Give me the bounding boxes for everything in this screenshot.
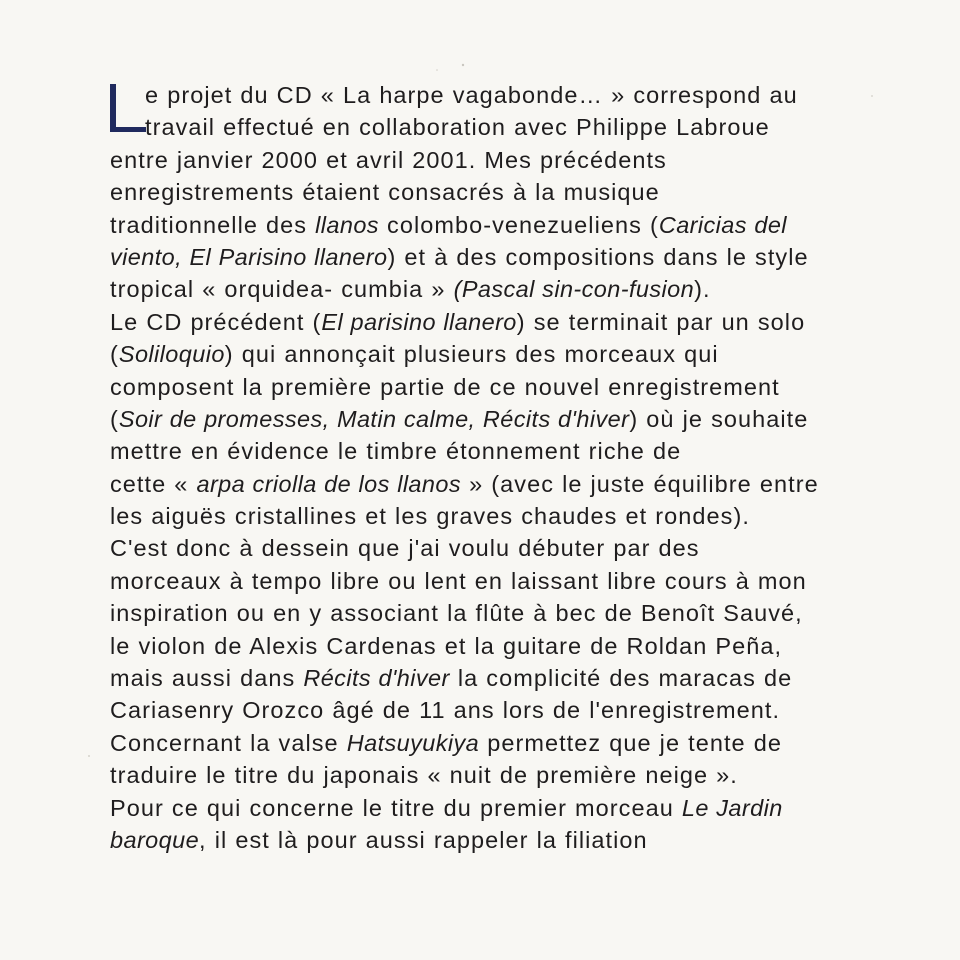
text-line	[110, 371, 920, 403]
text-segment: ) et à des compositions dans le style	[387, 243, 809, 270]
text-line	[110, 435, 920, 467]
text-line	[110, 759, 920, 791]
text-segment: » (avec le juste équilibre entre	[461, 470, 819, 497]
text-line	[110, 403, 920, 435]
text-segment: les aiguës cristallines et les graves chaudes et rondes).	[110, 503, 750, 530]
text-segment: Le CD précédent (	[110, 308, 322, 335]
text-segment: traditionnelle des	[110, 211, 316, 238]
text-segment: mais aussi dans	[110, 665, 304, 692]
italic-text-segment: baroque	[110, 826, 200, 853]
text-line	[110, 630, 920, 662]
text-line	[110, 792, 920, 824]
text-line	[110, 468, 920, 500]
text-segment: (	[110, 405, 119, 432]
text-segment: inspiration ou en y associant la flûte à bec de Benoît Sauvé,	[110, 600, 803, 627]
text-line	[110, 144, 920, 176]
text-segment: entre janvier 2000 et avril 2001. Mes précédents	[110, 146, 667, 173]
text-segment: ) qui annonçait plusieurs des morceaux qui	[224, 341, 719, 368]
text-segment: cette «	[110, 470, 197, 497]
text-segment: , il est là pour aussi rappeler la filiation	[199, 826, 648, 853]
text-line	[110, 306, 920, 338]
text-segment: enregistrements étaient consacrés à la musique	[110, 179, 660, 206]
text-segment: mettre en évidence le timbre étonnement riche de	[110, 438, 682, 465]
text-segment: ).	[694, 276, 711, 303]
text-line	[110, 565, 920, 597]
text-line	[110, 500, 920, 532]
text-line	[110, 111, 920, 143]
italic-text-segment: Soliloquio	[118, 341, 225, 368]
text-line	[110, 273, 920, 305]
text-segment: Pour ce qui concerne le titre du premier morceau	[110, 794, 682, 821]
italic-text-segment: Hatsuyukiya	[346, 729, 480, 756]
text-segment: Cariasenry Orozco âgé de 11 ans lors de l'enregistrement.	[110, 697, 781, 724]
text-segment: e projet du CD « La harpe vagabonde… » correspond au	[145, 82, 798, 108]
italic-text-segment: Soir de promesses, Matin calme, Récits d'hiver	[118, 405, 630, 432]
body-text	[110, 79, 920, 856]
text-line	[110, 176, 920, 208]
text-segment: tropical « orquidea- cumbia »	[110, 276, 454, 303]
text-segment: permettez que je tente de	[479, 729, 782, 756]
text-segment: travail effectué en collaboration avec Philippe Labroue	[145, 114, 770, 141]
text-segment: traduire le titre du japonais « nuit de première neige ».	[110, 762, 738, 789]
text-line	[110, 79, 920, 111]
italic-text-segment: Le Jardin	[681, 794, 783, 821]
text-segment: colombo-venezueliens (	[378, 211, 659, 238]
text-line	[110, 597, 920, 629]
italic-text-segment: El parisino llanero	[321, 308, 517, 335]
text-line	[110, 694, 920, 726]
text-segment: (	[110, 341, 119, 368]
text-segment: composent la première partie de ce nouvel enregistrement	[110, 373, 780, 400]
text-line	[110, 727, 920, 759]
text-line	[110, 662, 920, 694]
text-line	[110, 338, 920, 370]
italic-text-segment: viento, El Parisino llanero	[110, 243, 388, 270]
italic-text-segment: llanos	[315, 211, 379, 238]
italic-text-segment: Caricias del	[658, 211, 787, 238]
italic-text-segment: Récits d'hiver	[303, 665, 450, 692]
text-line	[110, 209, 920, 241]
text-line	[110, 532, 920, 564]
text-segment: ) où je souhaite	[629, 405, 809, 432]
text-segment: C'est donc à dessein que j'ai voulu débuter par des	[110, 535, 700, 562]
text-line	[110, 241, 920, 273]
text-segment: ) se terminait par un solo	[516, 308, 806, 335]
text-segment: le violon de Alexis Cardenas et la guitare de Roldan Peña,	[110, 632, 783, 659]
italic-text-segment: (Pascal sin-con-fusion	[453, 276, 695, 303]
text-segment: la complicité des maracas de	[449, 665, 793, 692]
text-segment: morceaux à tempo libre ou lent en laissant libre cours à mon	[110, 567, 807, 594]
text-segment: Concernant la valse	[110, 729, 347, 756]
italic-text-segment: arpa criolla de los llanos	[196, 470, 461, 497]
text-line	[110, 824, 920, 856]
